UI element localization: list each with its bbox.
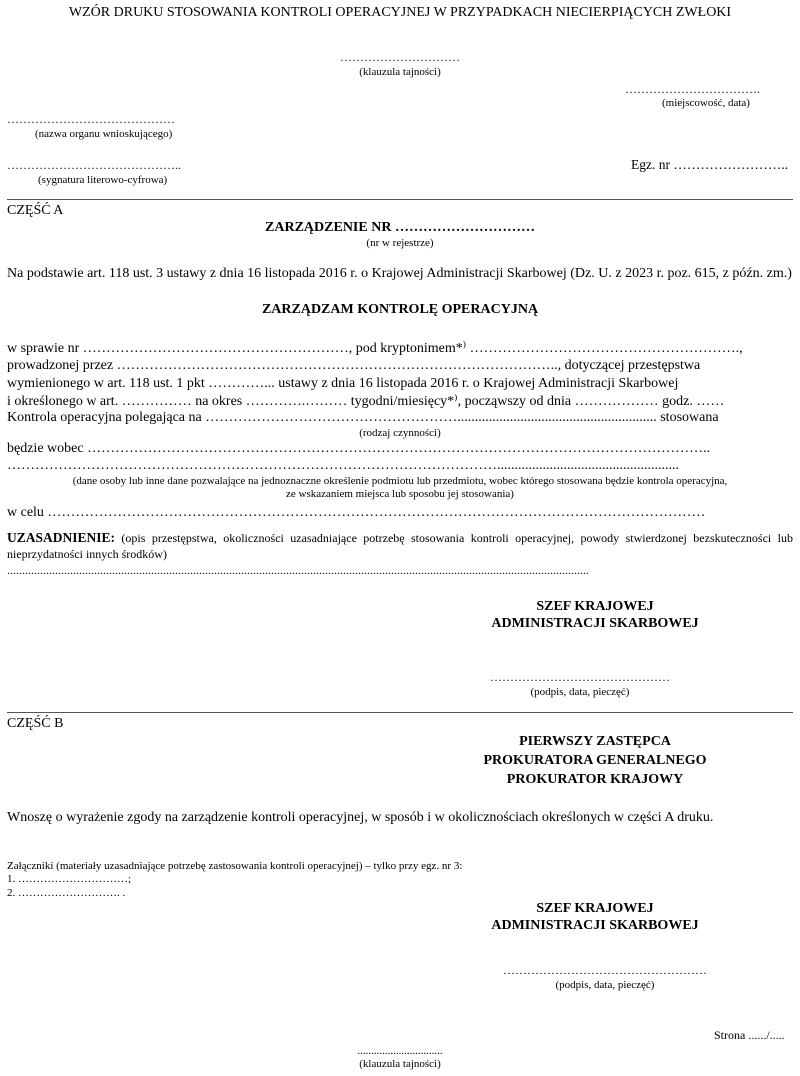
- attachment-item-1: 1. …………………………;: [7, 873, 132, 885]
- addressee-3: PROKURATOR KRAJOWY: [506, 772, 684, 787]
- control-type-line: Kontrola operacyjna polegająca na ………………………………………………......................................................... stosowana: [7, 410, 719, 425]
- order-subtitle: (nr w rejestrze): [366, 237, 434, 249]
- consent-request: Wnoszę o wyrażenie zgody na zarządzenie kontroli operacyjnej, w sposób i w okolicznościach określonych w części A druku.: [7, 810, 714, 825]
- signature-code-dots: ……………………………………..: [7, 158, 181, 172]
- signer-title-2: ADMINISTRACJI SKARBOWEJ: [491, 918, 699, 933]
- justification-dots: ..................................................................................................................................................................................................: [7, 563, 589, 577]
- addressee-2: PROKURATORA GENERALNEGO: [483, 753, 707, 768]
- divider: [7, 712, 793, 713]
- activity-type-label: (rodzaj czynności): [359, 427, 441, 439]
- part-b-heading: CZĘŚĆ B: [7, 716, 64, 731]
- signer-title-1: SZEF KRAJOWEJ: [536, 599, 654, 614]
- requesting-body-dots: ……………………………………: [7, 112, 175, 126]
- directive-heading: ZARZĄDZAM KONTROLĘ OPERACYJNĄ: [261, 302, 539, 317]
- addressee-1: PIERWSZY ZASTĘPCA: [519, 734, 671, 749]
- signature-code-label: (sygnatura literowo-cyfrowa): [38, 174, 168, 186]
- justification: [7, 530, 793, 562]
- subject-label-2: ze wskazaniem miejsca lub sposobu jej stosowania): [286, 488, 514, 500]
- place-date-dots: …………………………….: [625, 82, 760, 96]
- subject-label-1: (dane osoby lub inne dane pozwalające na jednoznaczne określenie podmiotu lub przedmiotu, wobec którego stosowana będzie kontrola operacyjna,: [72, 475, 728, 487]
- divider: [7, 199, 793, 200]
- subject-line: będzie wobec ……………………………………………………………………………………………………………………..: [7, 441, 711, 456]
- signature-dots: ……………………………………………: [503, 963, 707, 977]
- part-a-heading: CZĘŚĆ A: [7, 203, 64, 218]
- attachments-heading: Załączniki (materiały uzasadniające potrzebę zastosowania kontroli operacyjnej) – tylko przy egz. nr 3:: [7, 860, 463, 872]
- copy-number: Egz. nr ……………………..: [631, 157, 789, 172]
- conducted-by-line: prowadzonej przez ………………………………………………………………………………….., dotyczącej przestępstwa: [7, 358, 701, 373]
- signature-label: (podpis, data, pieczęć): [555, 979, 655, 991]
- footer-classification-label: (klauzula tajności): [359, 1058, 441, 1070]
- case-number-line: w sprawie nr …………………………………………………, pod kryptonimem*⁾ ………………………………………………….,: [7, 341, 743, 356]
- justification-text: (opis przestępstwa, okoliczności uzasadniające potrzebę stosowania kontroli operacyjnej, powody stwierdzonej bezskuteczności lub nieprzydatności innych środków): [7, 531, 793, 561]
- period-line: i określonego w art. …………… na okres ………….……… tygodni/miesięcy*⁾, począwszy od dnia ……………… godz. ……: [7, 394, 725, 409]
- requesting-body-label: (nazwa organu wnioskującego): [35, 128, 173, 140]
- signature-dots: ………………………………………: [490, 670, 670, 684]
- place-date-label: (miejscowość, data): [662, 97, 750, 109]
- classification-dots: …………………………: [340, 50, 460, 64]
- purpose-line: w celu ……………………………………………………………………………………………………………………………: [7, 505, 706, 520]
- page-number: Strona ....../.....: [714, 1028, 785, 1042]
- justification-label: UZASADNIENIE:: [7, 530, 116, 545]
- document-title: WZÓR DRUKU STOSOWANIA KONTROLI OPERACYJNEJ W PRZYPADKACH NIECIERPIĄCYCH ZWŁOKI: [68, 5, 732, 20]
- subject-line-continued: ……………………………………………………………………………………………....................................................: [7, 458, 679, 473]
- signer-title-1: SZEF KRAJOWEJ: [536, 901, 654, 916]
- attachment-item-2: 2. ………………………. .: [7, 887, 126, 899]
- classification-label: (klauzula tajności): [359, 66, 441, 78]
- order-title: ZARZĄDZENIE NR …………………………: [265, 220, 535, 235]
- article-line: wymienionego w art. 118 ust. 1 pkt …………... ustawy z dnia 16 listopada 2016 r. o Krajowej Administracji Skarbowej: [7, 376, 679, 391]
- legal-basis: Na podstawie art. 118 ust. 3 ustawy z dnia 16 listopada 2016 r. o Krajowej Administracji Skarbowej (Dz. U. z 2023 r. poz. 615, z późn. zm.): [7, 266, 792, 281]
- signature-label: (podpis, data, pieczęć): [530, 686, 630, 698]
- footer-classification-dots: ...............................: [357, 1045, 443, 1057]
- signer-title-2: ADMINISTRACJI SKARBOWEJ: [491, 616, 699, 631]
